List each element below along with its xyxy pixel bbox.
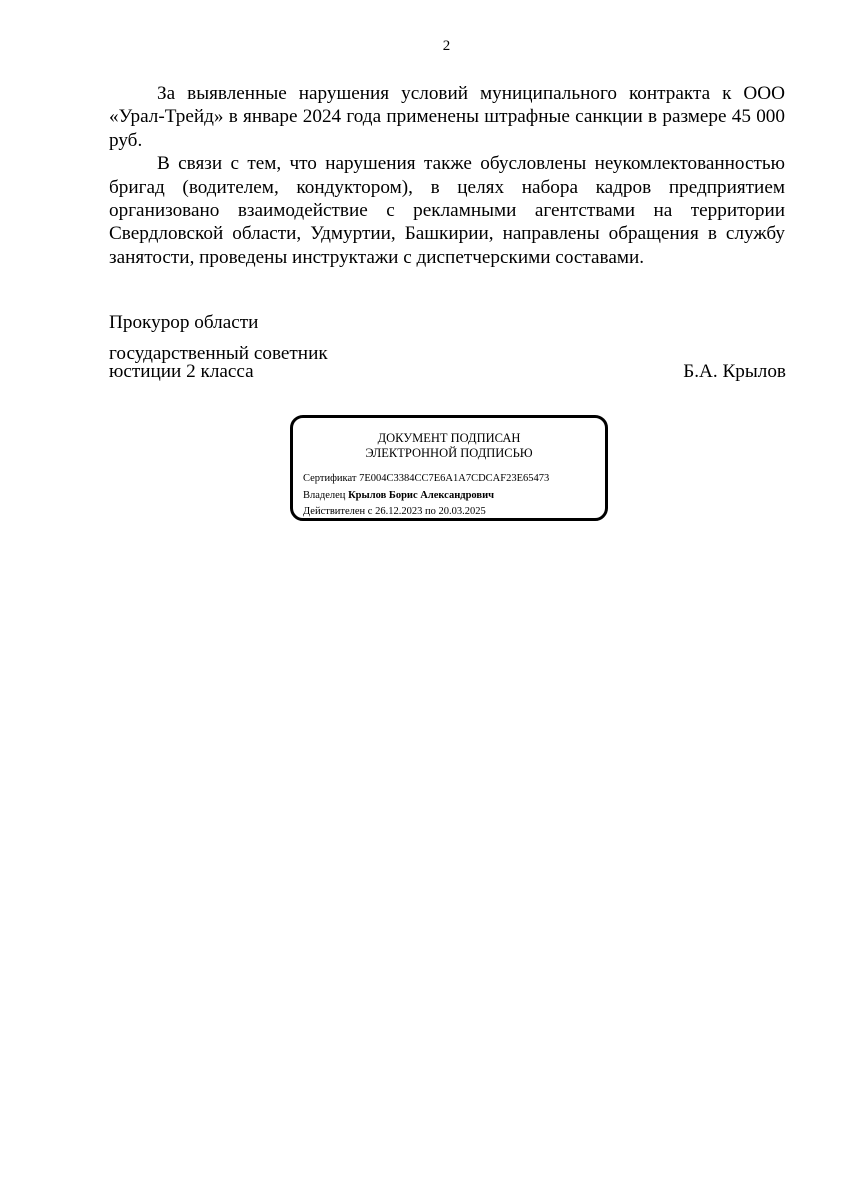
signer-position: Прокурор области bbox=[109, 312, 259, 333]
electronic-signature-stamp bbox=[290, 415, 608, 521]
valid-from-date: 26.12.2023 bbox=[375, 506, 423, 517]
stamp-owner bbox=[303, 489, 494, 503]
certificate-value: 7E004C3384CC7E6A1A7CDCAF23E65473 bbox=[359, 473, 550, 484]
paragraph-penalties: За выявленные нарушения условий муниципального контракта к ООО «Урал-Трейд» в январе 2024 года применены штрафные санкции в размере 45 000 руб. bbox=[109, 83, 785, 151]
signer-rank-line-2: юстиции 2 класса bbox=[109, 361, 254, 382]
signer-rank bbox=[109, 345, 328, 381]
signer-name: Б.А. Крылов bbox=[683, 361, 786, 382]
document-body bbox=[109, 82, 785, 269]
page-number: 2 bbox=[442, 38, 451, 54]
paragraph-staffing-measures: В связи с тем, что нарушения также обусловлены неукомлектованностью бригад (водителем, кондуктором), в целях набора кадров предприятием организовано взаимодействие с рекламными агентствами на территории Свердловской области, Удмуртии, Башкирии, направлены обращения в службу занятости, проведены инструктажи с диспетчерскими составами. bbox=[109, 153, 785, 268]
certificate-label: Сертификат bbox=[303, 473, 357, 484]
valid-label: Действителен bbox=[303, 506, 366, 517]
stamp-certificate bbox=[303, 472, 549, 486]
stamp-heading bbox=[293, 431, 605, 461]
stamp-validity bbox=[303, 505, 486, 519]
stamp-heading-line-1: ДОКУМЕНТ ПОДПИСАН bbox=[377, 431, 521, 445]
valid-from-label: с bbox=[367, 506, 373, 517]
owner-label: Владелец bbox=[303, 490, 346, 501]
signer-rank-line-1: государственный советник bbox=[109, 343, 328, 364]
valid-to-date: 20.03.2025 bbox=[438, 506, 486, 517]
owner-value: Крылов Борис Александрович bbox=[348, 490, 495, 501]
stamp-heading-line-2: ЭЛЕКТРОННОЙ ПОДПИСЬЮ bbox=[365, 446, 533, 460]
valid-to-label: по bbox=[424, 506, 436, 517]
